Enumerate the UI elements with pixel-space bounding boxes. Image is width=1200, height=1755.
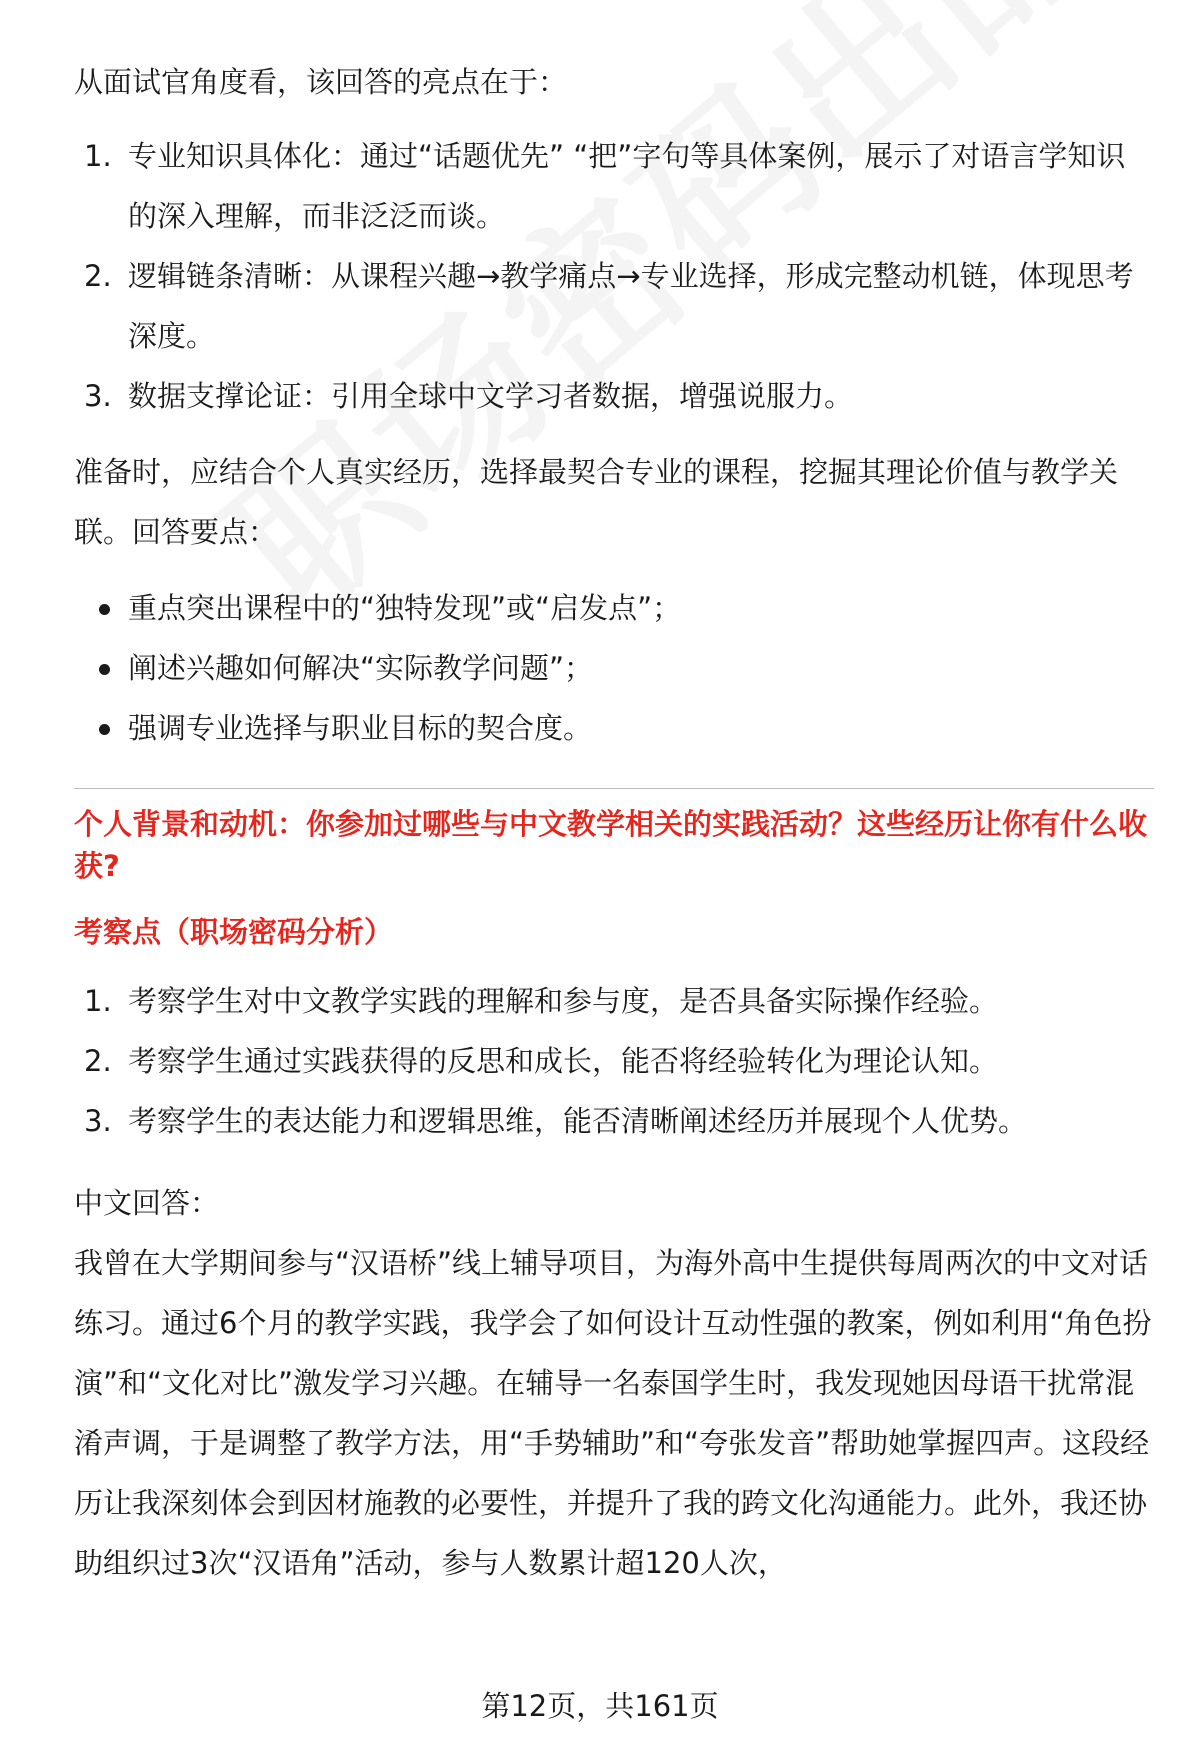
list-item-text: 专业知识具体化：通过“话题优先” “把”字句等具体案例，展示了对语言学知识的深入理解，而非泛泛而谈。 xyxy=(128,139,1126,233)
list-number: 2. xyxy=(84,1044,112,1078)
list-number: 2. xyxy=(84,259,112,293)
bullet-icon xyxy=(99,604,110,615)
list-item-text: 考察学生通过实践获得的反思和成长，能否将经验转化为理论认知。 xyxy=(128,1044,999,1078)
key-points-list xyxy=(74,578,1154,758)
list-item-text: 数据支撑论证：引用全球中文学习者数据，增强说服力。 xyxy=(128,379,854,413)
list-number: 1. xyxy=(84,139,112,173)
prep-paragraph: 准备时，应结合个人真实经历，选择最契合专业的课程，挖掘其理论价值与教学关联。回答要点： xyxy=(74,455,1119,549)
list-item xyxy=(74,1091,1154,1151)
intro-paragraph: 从面试官角度看，该回答的亮点在于： xyxy=(74,65,568,99)
answer-paragraph: 我曾在大学期间参与“汉语桥”线上辅导项目，为海外高中生提供每周两次的中文对话练习。通过6个月的教学实践，我学会了如何设计互动性强的教案，例如利用“角色扮演”和“文化对比”激发学习兴趣。在辅导一名泰国学生时，我发现她因母语干扰常混淆声调，于是调整了教学方法，用“手势辅助”和“夸张发音”帮助她掌握四声。这段经历让我深刻体会到因材施教的必要性，并提升了我的跨文化沟通能力。此外，我还协助组织过3次“汉语角”活动，参与人数累计超120人次， xyxy=(74,1246,1152,1580)
list-number: 1. xyxy=(84,984,112,1018)
page-content xyxy=(74,52,1154,1593)
bullet-text: 阐述兴趣如何解决“实际教学问题”； xyxy=(128,651,594,685)
list-item xyxy=(74,971,1154,1031)
list-item-text: 逻辑链条清晰：从课程兴趣→教学痛点→专业选择，形成完整动机链，体现思考深度。 xyxy=(128,259,1134,353)
question-heading: 个人背景和动机：你参加过哪些与中文教学相关的实践活动？这些经历让你有什么收获? xyxy=(74,807,1148,883)
assessment-list xyxy=(74,971,1154,1151)
section-title: 考察点（职场密码分析） xyxy=(74,915,394,949)
bullet-icon xyxy=(99,724,110,735)
bullet-text: 重点突出课程中的“独特发现”或“启发点”； xyxy=(128,591,682,625)
highlights-list xyxy=(74,126,1154,426)
bullet-item xyxy=(74,638,1154,698)
list-item xyxy=(74,366,1154,426)
list-item xyxy=(74,126,1154,246)
page-footer: 第12页，共161页 xyxy=(481,1689,719,1723)
answer-label: 中文回答： xyxy=(74,1186,220,1220)
bullet-icon xyxy=(99,664,110,675)
list-item-text: 考察学生的表达能力和逻辑思维，能否清晰阐述经历并展现个人优势。 xyxy=(128,1104,1028,1138)
list-item xyxy=(74,246,1154,366)
bullet-text: 强调专业选择与职业目标的契合度。 xyxy=(128,711,593,745)
list-number: 3. xyxy=(84,379,112,413)
list-item xyxy=(74,1031,1154,1091)
list-item-text: 考察学生对中文教学实践的理解和参与度，是否具备实际操作经验。 xyxy=(128,984,999,1018)
bullet-item xyxy=(74,698,1154,758)
section-divider xyxy=(74,788,1154,789)
bullet-item xyxy=(74,578,1154,638)
list-number: 3. xyxy=(84,1104,112,1138)
